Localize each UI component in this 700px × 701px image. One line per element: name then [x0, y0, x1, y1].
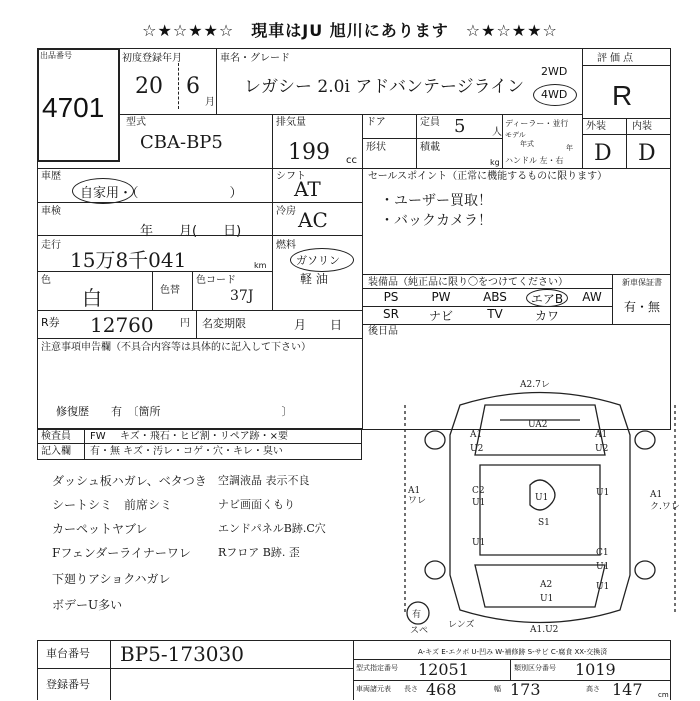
len-value: 468 [426, 680, 457, 699]
mileage-label: 走行 [41, 240, 61, 251]
mark-spare: スペ [410, 626, 429, 636]
shape-label: 形状 [366, 142, 386, 153]
divider [37, 202, 362, 203]
history-circle [72, 178, 134, 204]
divider [37, 338, 362, 339]
divider [362, 324, 671, 325]
divider [84, 428, 85, 460]
wid-value: 173 [510, 680, 541, 699]
remark-right-4: Rフロア B跡. 歪 [218, 546, 300, 559]
fuel-value: ガソリン [296, 254, 340, 267]
first-reg-label: 初度登録年月 [122, 53, 182, 64]
mark-kuware-right: ク.ワレ [650, 502, 680, 512]
mark-a2-top: A2.7レ [520, 380, 550, 390]
notes-label: 注意事項申告欄（不具合内容等は具体的に記入して下さい） [41, 342, 311, 353]
divider [502, 114, 503, 168]
remark-left-5: 下廻りアショクハガレ [52, 572, 171, 586]
mark-u1-center: U1 [535, 493, 549, 503]
inspector-fw: FW [90, 431, 106, 442]
divider [152, 271, 153, 310]
damage-legend: A-キズ E-エクボ U-凹み W-補修跡 S-サビ C-腐食 XX-交換済 [418, 648, 608, 656]
record-text: 有・無 キズ・汚レ・コゲ・穴・キレ・臭い [90, 446, 283, 457]
repair-label: 修復歴 有 〔箇所 〕 [56, 405, 293, 418]
mark-a1-fr: A1 [595, 430, 608, 440]
divider [110, 640, 111, 700]
warranty-label: 新車保証書 [622, 278, 662, 287]
fuel-alt: 軽 油 [300, 272, 328, 286]
mark-ware-left: ワレ [408, 496, 427, 506]
displacement-unit: cc [346, 155, 357, 166]
cooling-label: 冷房 [276, 206, 296, 217]
load-unit: kg [490, 158, 500, 167]
interior-value: D [638, 141, 656, 166]
chassis-label: 車台番号 [46, 647, 90, 660]
divider [353, 640, 354, 700]
mark-u1-rl: U1 [472, 538, 486, 548]
len-label: 長さ [404, 685, 418, 693]
inspection-label: 車検 [41, 206, 61, 217]
name-change-label: 名変期限 [202, 317, 246, 330]
model-grade-value: レガシー 2.0i アドバンテージライン [244, 77, 525, 97]
equip-tv: TV [487, 307, 503, 321]
mark-c2: C2 [472, 486, 485, 496]
divider [362, 310, 363, 430]
month-unit: 月 [205, 97, 215, 108]
inspector-text: キズ・飛石・ヒビ割・リペア跡・×要 [120, 431, 288, 442]
class-value: 1019 [575, 660, 616, 679]
shift-label: シフト [276, 171, 306, 182]
divider [37, 443, 362, 444]
mark-a1-right: A1 [650, 490, 663, 500]
dims-unit: cm [658, 691, 669, 699]
sales-point-1: ・ユーザー買取！ [380, 193, 492, 209]
equip-ps: PS [383, 290, 399, 304]
history-label: 車歴 [41, 171, 61, 182]
mark-c1: C1 [596, 548, 609, 558]
mark-lens: レンズ [448, 620, 475, 630]
mark-a1-left: A1 [408, 486, 421, 496]
mark-u2-fr: U2 [595, 444, 609, 454]
first-reg-year: 20 [135, 74, 163, 99]
interior-label: 内装 [632, 121, 652, 132]
divider [37, 271, 272, 272]
mark-spare-yes: 有 [412, 610, 422, 620]
equip-leather: カワ [534, 309, 559, 323]
mark-u2-fl: U2 [470, 444, 484, 454]
divider [582, 65, 671, 66]
color-code-value: 37J [230, 288, 254, 304]
score-value: R [612, 80, 633, 111]
inspector-label: 検査員 [41, 431, 71, 442]
model-label: 型式 [126, 117, 146, 128]
equip-sr: SR [383, 307, 399, 321]
remark-left-2: シートシミ 前席シミ [52, 498, 173, 512]
equip-airbag-circle [526, 289, 568, 307]
inspection-value: 年 月( 日) [140, 224, 242, 239]
warranty-value: 有・無 [624, 300, 661, 314]
sheet-frame [37, 48, 671, 430]
model-year-label2: 年式 [520, 140, 534, 148]
hgt-value: 147 [612, 680, 643, 699]
remark-left-6: ボデーU多い [52, 598, 123, 612]
lot-label: 出品番号 [40, 51, 72, 60]
displacement-label: 排気量 [276, 117, 306, 128]
capacity-value: 5 [454, 116, 466, 137]
divider [362, 114, 363, 168]
remark-left-3: カーペットヤブレ [52, 522, 148, 536]
class-label: 類別区分番号 [514, 664, 556, 672]
mark-a2-rear: A2 [540, 580, 553, 590]
equip-navi: ナビ [428, 309, 453, 323]
divider [37, 310, 362, 311]
mark-u1-l: U1 [472, 498, 486, 508]
divider [362, 306, 612, 307]
divider [362, 288, 612, 289]
car-damage-diagram [400, 375, 680, 650]
capacity-unit: 人 [492, 127, 502, 138]
divider [353, 659, 671, 660]
record-label: 記入欄 [41, 446, 71, 457]
capacity-label: 定員 [420, 117, 440, 128]
equip-airbag: エアB [530, 292, 564, 306]
hgt-label: 高さ [586, 685, 600, 693]
remark-right-2: ナビ画面くもり [218, 498, 295, 511]
remark-right-3: エンドパネルB跡.C穴 [218, 522, 326, 535]
fuel-label: 燃料 [276, 240, 296, 251]
load-label: 積載 [420, 142, 440, 153]
model-year-unit: 年 [566, 144, 573, 152]
remark-left-4: Fフェンダーライナーワレ [52, 546, 191, 560]
dims-label: 車両諸元表 [356, 685, 391, 693]
exterior-value: D [594, 141, 612, 166]
cooling-value: AC [298, 208, 328, 232]
divider [272, 168, 273, 310]
mark-u1-rr: U1 [596, 562, 610, 572]
sales-points-label: セールスポイント（正常に機能するものに限ります） [368, 171, 608, 182]
shift-value: AT [294, 177, 321, 201]
divider [37, 168, 671, 169]
divider [178, 63, 179, 109]
model-value: CBA-BP5 [140, 132, 223, 153]
remark-right-1: 空調液晶 表示不良 [218, 474, 310, 487]
mark-u1-rear: U1 [540, 594, 554, 604]
mileage-unit: km [254, 261, 267, 270]
divider [612, 274, 613, 324]
divider [192, 271, 193, 310]
mark-u1-r: U1 [596, 488, 610, 498]
model-grade-label: 車名・グレード [220, 53, 290, 64]
remark-left-1: ダッシュ板ハガレ、ベタつき [52, 474, 207, 488]
dealer-label: ディーラー・並行 [505, 119, 569, 128]
equip-pw: PW [431, 290, 451, 304]
divider [37, 235, 362, 236]
mark-a1-fl: A1 [470, 430, 483, 440]
drive-2wd: 2WD [541, 65, 568, 78]
divider [416, 138, 417, 168]
divider [37, 668, 353, 669]
equip-aw: AW [582, 290, 602, 304]
back-seat-label: 後日品 [368, 326, 398, 337]
handle-label: ハンドル 左・右 [505, 156, 564, 165]
doors-label: ドア [366, 117, 386, 128]
divider [362, 274, 671, 275]
divider [582, 134, 671, 135]
wid-label: 幅 [494, 685, 501, 693]
sales-point-2: ・バックカメラ！ [380, 213, 492, 229]
chassis-value: BP5-173030 [120, 642, 244, 666]
color-code-label: 色コード [196, 275, 236, 286]
exterior-label: 外装 [586, 121, 606, 132]
color-value: 白 [82, 286, 102, 310]
reg-no-label: 登録番号 [46, 678, 90, 691]
divider [416, 114, 417, 138]
score-label: 評価点 [597, 53, 636, 64]
equip-abs: ABS [483, 290, 507, 304]
history-value: 自家用・（ ） [80, 186, 243, 201]
divider [626, 118, 627, 168]
mark-a1u2-bottom: A1.U2 [530, 625, 559, 635]
r-ticket-unit: 円 [180, 318, 190, 329]
mark-ua2: UA2 [528, 420, 548, 430]
type-spec-value: 12051 [418, 660, 469, 679]
displacement-value: 199 [288, 140, 330, 165]
first-reg-month: 6 [186, 74, 200, 99]
divider [362, 138, 502, 139]
divider [216, 48, 217, 114]
divider [272, 114, 273, 168]
divider [120, 114, 582, 115]
r-ticket-value: 12760 [90, 313, 154, 337]
model-year-label: モデル [505, 131, 526, 139]
name-change-value: 月 日 [294, 318, 343, 332]
equipment-label: 装備品（純正品に限り〇をつけてください） [368, 277, 568, 288]
color-change-label: 色替 [160, 285, 180, 296]
drive-4wd: 4WD [541, 88, 568, 101]
color-label: 色 [41, 275, 51, 286]
mileage-value: 15万8千041 [70, 248, 187, 272]
type-spec-label: 型式指定番号 [356, 664, 398, 672]
r-ticket-label: R券 [41, 316, 60, 329]
divider [582, 48, 583, 168]
banner: ☆★☆★★☆ 現車はJU 旭川にあります ☆★☆★★☆ [142, 21, 558, 40]
divider [510, 659, 511, 680]
mark-s1: S1 [538, 518, 550, 528]
mark-u1-corner: U1 [596, 582, 610, 592]
lot-number: 4701 [42, 92, 105, 123]
divider [196, 310, 197, 338]
